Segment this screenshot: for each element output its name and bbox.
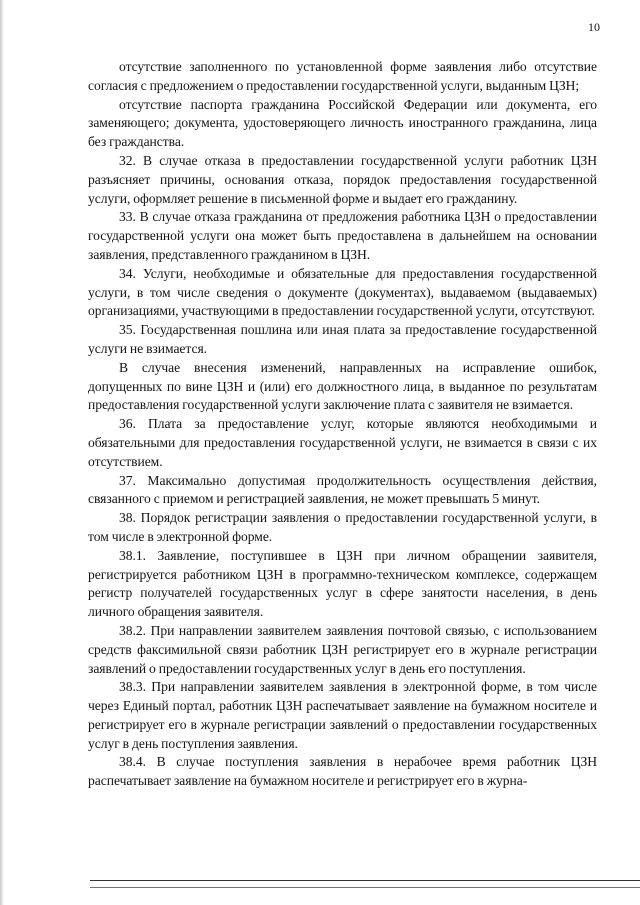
paragraph-38-4: 38.4. В случае поступления заявления в нерабочее время работник ЦЗН распечатывает заявление на бумажном носителе и регистрирует его в журна-: [88, 754, 597, 789]
page-number: 10: [588, 20, 600, 34]
paragraph-38-3: 38.3. При направлении заявителем заявления в электронной форме, в том числе через Единый портал, работник ЦЗН распечатывает заявление на бумажном носителе и регистрирует его в журнале регистрации заявлений о предоставлении государственных услуг в день поступления заявления.: [88, 679, 597, 751]
document-body: [88, 58, 597, 791]
paragraph-38-2: 38.2. При направлении заявителем заявления почтовой связью, с использованием средств факсимильной связи работник ЦЗН регистрирует его в журнале регистрации заявлений о предоставлении государственных услуг в день его поступления.: [88, 622, 597, 676]
paragraph-absence-of-passport: отсутствие паспорта гражданина Российской Федерации или документа, его заменяющего; документа, удостоверяющего личность иностранного гражданина, лица без гражданства.: [88, 96, 597, 150]
paragraph-38: 38. Порядок регистрации заявления о предоставлении государственной услуги, в том числе в электронной форме.: [88, 510, 597, 544]
paragraph-35: 35. Государственная пошлина или иная плата за предоставление государственной услуги не взимается.: [88, 322, 597, 356]
paragraph-35-corrections: В случае внесения изменений, направленных на исправление ошибок, допущенных по вине ЦЗН и (или) его должностного лица, в выданное по результатам предоставления государственной услуги заключение плата с заявителя не взимается.: [88, 359, 597, 413]
paragraph-absence-of-application: отсутствие заполненного по установленной форме заявления либо отсутствие согласия с предложением о предоставлении государственной услуги, выданным ЦЗН;: [88, 59, 597, 93]
scan-bottom-line-secondary: [90, 887, 640, 888]
scan-bottom-line: [90, 880, 640, 881]
paragraph-34: 34. Услуги, необходимые и обязательные для предоставления государственной услуги, в том числе сведения о документе (документах), выдаваемом (выдаваемых) организациями, участвующими в предоставлении государственной услуги, отсутствуют.: [88, 265, 597, 319]
paragraph-37: 37. Максимально допустимая продолжительность осуществления действия, связанного с приемом и регистрацией заявления, не может превышать 5 минут.: [88, 472, 597, 507]
paragraph-38-1: 38.1. Заявление, поступившее в ЦЗН при личном обращении заявителя, регистрируется работником ЦЗН в программно-техническом комплексе, содержащем регистр получателей государственных услуг в сфере занятости населения, в день личного обращения заявителя.: [88, 547, 597, 620]
paragraph-36: 36. Плата за предоставление услуг, которые являются необходимыми и обязательными для предоставления государственной услуги, не взимается в связи с их отсутствием.: [88, 416, 597, 469]
paragraph-33: 33. В случае отказа гражданина от предложения работника ЦЗН о предоставлении государственной услуги она может быть предоставлена в дальнейшем на основании заявления, представленного гражданином в ЦЗН.: [88, 209, 597, 262]
paragraph-32: 32. В случае отказа в предоставлении государственной услуги работник ЦЗН разъясняет причины, основания отказа, порядок предоставления государственной услуги, оформляет решение в письменной форме и выдает его гражданину.: [88, 152, 597, 206]
scan-edge-shadow: [0, 0, 4, 905]
